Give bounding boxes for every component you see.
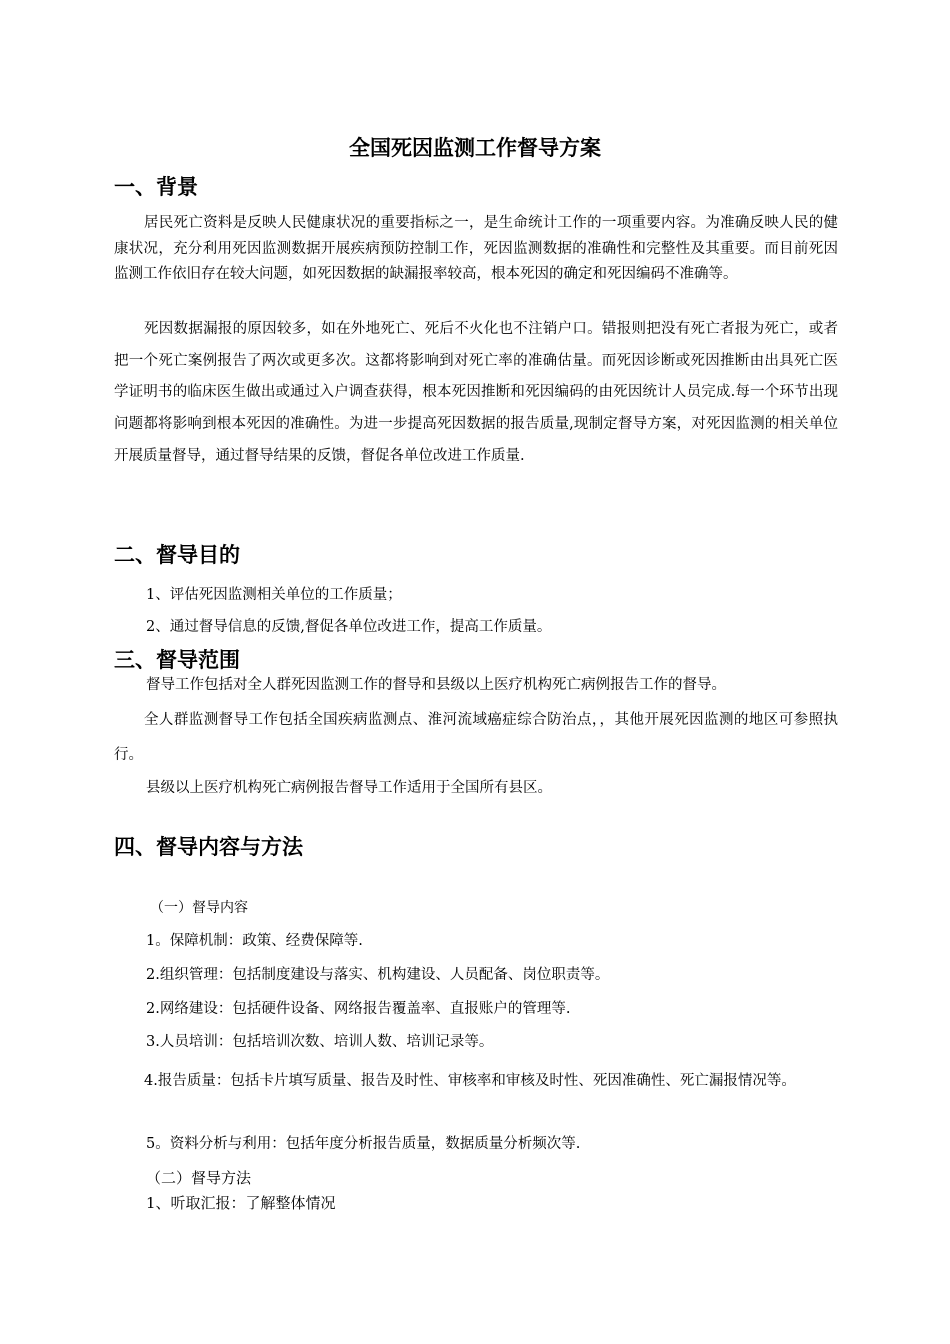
subheading-content: （一）督导内容 (150, 900, 248, 916)
section-heading-background: 一、背景 (114, 175, 198, 199)
section-heading-scope: 三、督导范围 (114, 648, 240, 672)
content-item-1: 1。保障机制：政策、经费保障等. (146, 933, 363, 949)
document-title: 全国死因监测工作督导方案 (349, 136, 601, 160)
scope-paragraph-2: 全人群监测督导工作包括全国疾病监测点、淮河流域癌症综合防治点，，其他开展死因监测的地区可参照执行。 (114, 712, 838, 763)
background-paragraph-1: 居民死亡资料是反映人民健康状况的重要指标之一，是生命统计工作的一项重要内容。为准确反映人民的健康状况，充分利用死因监测数据开展疾病预防控制工作，死因监测数据的准确性和完整性及其重要。而目前死因监测工作依旧存在较大问题，如死因数据的缺漏报率较高，根本死因的确定和死因编码不准确等。 (114, 215, 838, 282)
content-item-2: 2.组织管理：包括制度建设与落实、机构建设、人员配备、岗位职责等。 (146, 967, 610, 983)
section-heading-purpose: 二、督导目的 (114, 543, 240, 567)
section-heading-content-method: 四、督导内容与方法 (114, 835, 303, 859)
content-item-3: 2.网络建设：包括硬件设备、网络报告覆盖率、直报账户的管理等. (146, 1001, 571, 1017)
scope-paragraph-3: 县级以上医疗机构死亡病例报告督导工作适用于全国所有县区。 (146, 780, 552, 796)
subheading-method: （二）督导方法 (146, 1169, 252, 1187)
content-item-5: 4.报告质量：包括卡片填写质量、报告及时性、审核率和审核及时性、死因准确性、死亡漏报情况等。 (144, 1073, 796, 1089)
method-item-1: 1、听取汇报：了解整体情况 (146, 1194, 336, 1212)
purpose-item-2: 2、通过督导信息的反馈,督促各单位改进工作，提高工作质量。 (146, 619, 552, 635)
content-item-6: 5。资料分析与利用：包括年度分析报告质量，数据质量分析频次等. (146, 1136, 581, 1152)
content-item-4: 3.人员培训：包括培训次数、培训人数、培训记录等。 (146, 1034, 494, 1050)
scope-paragraph-1: 督导工作包括对全人群死因监测工作的督导和县级以上医疗机构死亡病例报告工作的督导。 (146, 677, 726, 693)
purpose-item-1: 1、评估死因监测相关单位的工作质量； (146, 587, 402, 603)
background-paragraph-2: 死因数据漏报的原因较多，如在外地死亡、死后不火化也不注销户口。错报则把没有死亡者报为死亡，或者把一个死亡案例报告了两次或更多次。这都将影响到对死亡率的准确估量。而死因诊断或死因推断由出具死亡医学证明书的临床医生做出或通过入户调查获得，根本死因推断和死因编码的由死因统计人员完成.每一个环节出现问题都将影响到根本死因的准确性。为进一步提高死因数据的报告质量,现制定督导方案，对死因监测的相关单位开展质量督导，通过督导结果的反馈，督促各单位改进工作质量. (114, 321, 838, 464)
